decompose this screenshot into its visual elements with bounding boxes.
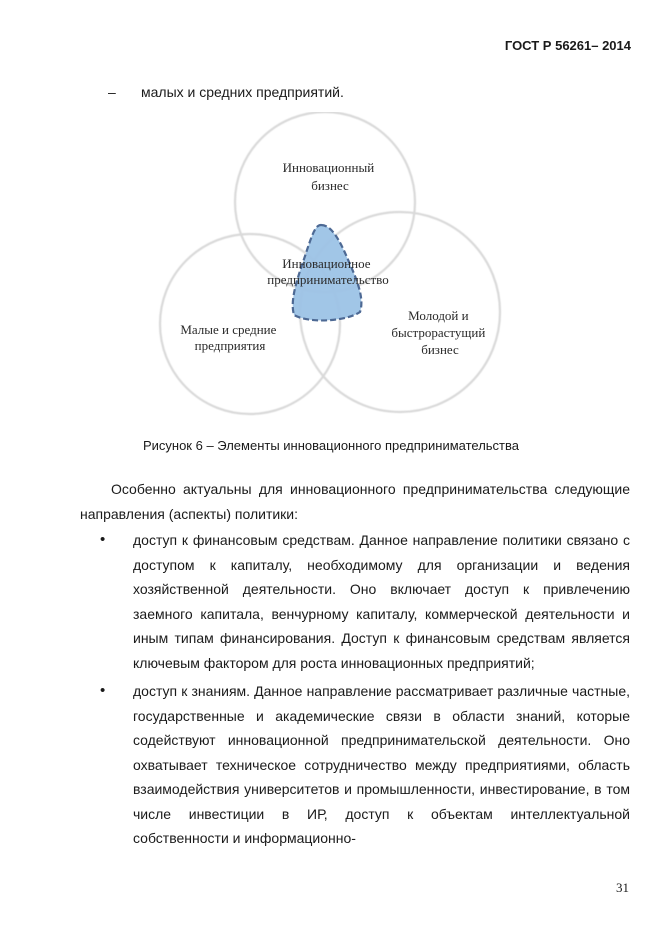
venn-diagram (150, 112, 510, 422)
dash-marker: – (108, 84, 116, 100)
bullet-marker: • (100, 682, 106, 699)
bullet-item-knowledge (80, 679, 630, 851)
intro-item-text: малых и средних предприятий. (141, 84, 344, 100)
document-header: ГОСТ Р 56261– 2014 (504, 38, 631, 53)
label-young-fast-growing-business: Молодой и быстрорастущий бизнес (391, 308, 486, 357)
intro-list-item (108, 84, 344, 100)
label-small-medium-enterprises: Малые и средние предприятия (180, 322, 277, 353)
label-innovative-business: Инновационный бизнес (282, 160, 375, 193)
bullet-text: доступ к знаниям. Данное направление рассматривает различные частные, государственные и академические связи в области знаний, которые содействуют инновационной предпринимательской деятельности. Оно охватывает техническое сотрудничество между предприятиями, область взаимодействия университетов и промышленности, инвестирование, в том числе инвестиции в ИР, доступ к объектам интеллектуальной собственности и информационно- (133, 683, 630, 846)
body-paragraph: Особенно актуальны для инновационного предпринимательства следующие направления (аспекты) политики: (80, 481, 630, 522)
label-innovative-entrepreneurship: Инновационное предпринимательство (267, 256, 389, 287)
bullet-item-finance (80, 528, 630, 675)
bullet-marker: • (100, 531, 106, 548)
bullet-text: доступ к финансовым средствам. Данное направление политики связано с доступом к капиталу, необходимому для организации и ведения хозяйственной деятельности. Оно включает доступ к привлечению заемного капитала, венчурному капиталу, коммерческой деятельности и иным типам финансирования. Доступ к финансовым средствам является ключевым фактором для роста инновационных предприятий; (133, 532, 630, 671)
page-number: 31 (616, 880, 629, 895)
figure-caption: Рисунок 6 – Элементы инновационного предпринимательства (142, 438, 520, 453)
